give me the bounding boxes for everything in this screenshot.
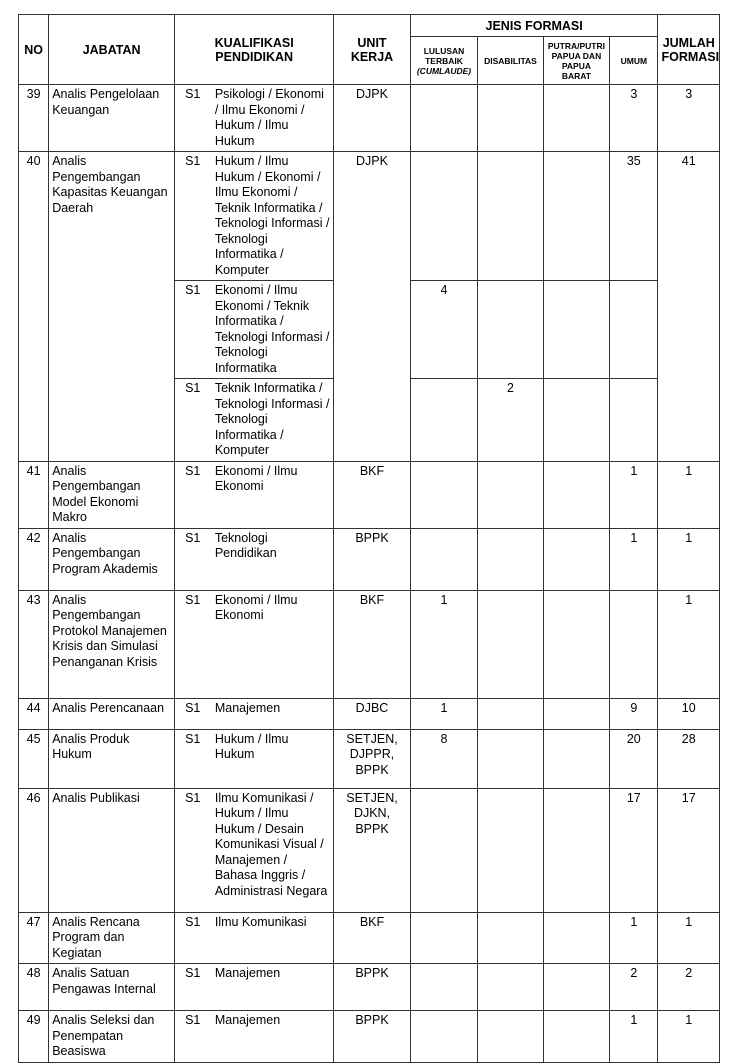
cell-lulusan <box>410 379 477 462</box>
cell-lulusan: 1 <box>410 590 477 698</box>
cell-pendidikan: Ekonomi / Ilmu Ekonomi <box>210 590 334 698</box>
cell-no: 46 <box>19 788 49 912</box>
cell-pendidikan: Hukum / Ilmu Hukum / Ekonomi / Ilmu Ekonomi / Teknik Informatika / Teknologi Informasi / Teknologi Informatika / Komputer <box>210 152 334 281</box>
cell-jabatan: Analis Produk Hukum <box>49 729 175 788</box>
header-jumlah-line1: JUMLAH <box>662 35 715 50</box>
cell-pendidikan: Manajemen <box>210 698 334 729</box>
cell-lulusan <box>410 964 477 1011</box>
table-row <box>19 912 720 964</box>
cell-disabilitas <box>478 461 543 528</box>
cell-no: 43 <box>19 590 49 698</box>
cell-umum: 1 <box>610 461 658 528</box>
cell-lulusan <box>410 912 477 964</box>
cell-level: S1 <box>175 698 210 729</box>
cell-jumlah: 1 <box>658 461 720 528</box>
cell-papua <box>543 1011 609 1063</box>
cell-level: S1 <box>175 964 210 1011</box>
header-no: NO <box>19 15 49 85</box>
cell-pendidikan: Manajemen <box>210 1011 334 1063</box>
cell-jumlah: 1 <box>658 590 720 698</box>
header-kualifikasi <box>175 15 334 85</box>
cell-lulusan: 4 <box>410 281 477 379</box>
cell-no: 48 <box>19 964 49 1011</box>
table-row <box>19 85 720 152</box>
cell-level: S1 <box>175 281 210 379</box>
cell-no: 41 <box>19 461 49 528</box>
cell-no: 47 <box>19 912 49 964</box>
formation-table <box>18 14 720 1063</box>
cell-disabilitas <box>478 788 543 912</box>
cell-disabilitas <box>478 152 543 281</box>
cell-no: 45 <box>19 729 49 788</box>
cell-no: 42 <box>19 528 49 590</box>
cell-level: S1 <box>175 152 210 281</box>
cell-disabilitas <box>478 964 543 1011</box>
cell-lulusan <box>410 1011 477 1063</box>
table-row <box>19 964 720 1011</box>
cell-lulusan <box>410 788 477 912</box>
cell-pendidikan: Ekonomi / Ilmu Ekonomi / Teknik Informatika / Teknologi Informasi / Teknologi Informatika <box>210 281 334 379</box>
cell-umum: 9 <box>610 698 658 729</box>
cell-pendidikan: Ekonomi / Ilmu Ekonomi <box>210 461 334 528</box>
cell-lulusan: 1 <box>410 698 477 729</box>
cell-pendidikan: Ilmu Komunikasi / Hukum / Ilmu Hukum / Desain Komunikasi Visual / Manajemen / Bahasa Inggris / Administrasi Negara <box>210 788 334 912</box>
cell-unit: BKF <box>334 590 411 698</box>
header-jumlah-line2: FORMASI <box>661 49 720 64</box>
cell-disabilitas <box>478 729 543 788</box>
cell-papua <box>543 281 609 379</box>
cell-papua <box>543 528 609 590</box>
cell-lulusan <box>410 152 477 281</box>
table-row <box>19 152 720 281</box>
header-putra-putri-papua <box>543 37 609 85</box>
header-kualifikasi-line2: PENDIDIKAN <box>215 49 294 64</box>
header-putra-line4: BARAT <box>561 70 591 81</box>
cell-jabatan: Analis Pengelolaan Keuangan <box>49 85 175 152</box>
cell-level: S1 <box>175 379 210 462</box>
cell-level: S1 <box>175 85 210 152</box>
cell-disabilitas <box>478 281 543 379</box>
cell-disabilitas <box>478 698 543 729</box>
table-row <box>19 698 720 729</box>
cell-disabilitas <box>478 912 543 964</box>
cell-no: 39 <box>19 85 49 152</box>
cell-no: 44 <box>19 698 49 729</box>
cell-unit: BKF <box>334 912 411 964</box>
cell-jumlah: 41 <box>658 152 720 462</box>
cell-disabilitas: 2 <box>478 379 543 462</box>
cell-papua <box>543 379 609 462</box>
cell-umum: 17 <box>610 788 658 912</box>
cell-jabatan: Analis Pengembangan Program Akademis <box>49 528 175 590</box>
cell-umum <box>610 590 658 698</box>
header-unit-line2: KERJA <box>350 49 394 64</box>
cell-unit: BKF <box>334 461 411 528</box>
cell-papua <box>543 788 609 912</box>
header-putra-line2: PAPUA DAN <box>551 50 602 61</box>
cell-pendidikan: Teknologi Pendidikan <box>210 528 334 590</box>
header-jenis-formasi: JENIS FORMASI <box>410 15 658 37</box>
header-lulusan-line2: TERBAIK <box>425 55 463 66</box>
cell-umum: 20 <box>610 729 658 788</box>
header-jabatan: JABATAN <box>49 15 175 85</box>
cell-umum: 1 <box>610 528 658 590</box>
cell-jabatan: Analis Rencana Program dan Kegiatan <box>49 912 175 964</box>
cell-jabatan: Analis Satuan Pengawas Internal <box>49 964 175 1011</box>
cell-level: S1 <box>175 788 210 912</box>
header-lulusan-terbaik <box>410 37 477 85</box>
cell-jumlah: 3 <box>658 85 720 152</box>
cell-level: S1 <box>175 1011 210 1063</box>
cell-disabilitas <box>478 590 543 698</box>
header-jumlah-formasi <box>658 15 720 85</box>
cell-umum <box>610 281 658 379</box>
cell-umum: 1 <box>610 912 658 964</box>
cell-pendidikan: Hukum / Ilmu Hukum <box>210 729 334 788</box>
cell-papua <box>543 152 609 281</box>
header-lulusan-line3: (CUMLAUDE) <box>416 65 472 76</box>
cell-pendidikan: Ilmu Komunikasi <box>210 912 334 964</box>
cell-papua <box>543 698 609 729</box>
table-row <box>19 528 720 590</box>
cell-jumlah: 28 <box>658 729 720 788</box>
cell-lulusan <box>410 528 477 590</box>
cell-lulusan: 8 <box>410 729 477 788</box>
cell-umum: 3 <box>610 85 658 152</box>
cell-no: 40 <box>19 152 49 462</box>
cell-unit: DJPK <box>334 152 411 462</box>
cell-papua <box>543 590 609 698</box>
cell-jabatan: Analis Publikasi <box>49 788 175 912</box>
cell-jabatan: Analis Pengembangan Kapasitas Keuangan Daerah <box>49 152 175 462</box>
cell-jumlah: 1 <box>658 912 720 964</box>
cell-papua <box>543 912 609 964</box>
cell-jabatan: Analis Perencanaan <box>49 698 175 729</box>
cell-lulusan <box>410 85 477 152</box>
cell-jumlah: 1 <box>658 1011 720 1063</box>
header-unit-kerja <box>334 15 411 85</box>
cell-unit: BPPK <box>334 1011 411 1063</box>
table-row <box>19 1011 720 1063</box>
header-kualifikasi-line1: KUALIFIKASI <box>214 35 294 50</box>
cell-papua <box>543 461 609 528</box>
cell-jumlah: 17 <box>658 788 720 912</box>
cell-jumlah: 2 <box>658 964 720 1011</box>
header-lulusan-line1: LULUSAN <box>423 45 465 56</box>
cell-unit: BPPK <box>334 528 411 590</box>
table-row <box>19 788 720 912</box>
cell-pendidikan: Teknik Informatika / Teknologi Informasi / Teknologi Informatika / Komputer <box>210 379 334 462</box>
cell-level: S1 <box>175 590 210 698</box>
cell-unit: SETJEN, DJKN, BPPK <box>334 788 411 912</box>
cell-jabatan: Analis Seleksi dan Penempatan Beasiswa <box>49 1011 175 1063</box>
cell-disabilitas <box>478 85 543 152</box>
cell-jabatan: Analis Pengembangan Model Ekonomi Makro <box>49 461 175 528</box>
cell-no: 49 <box>19 1011 49 1063</box>
cell-level: S1 <box>175 729 210 788</box>
cell-papua <box>543 964 609 1011</box>
header-disabilitas: DISABILITAS <box>478 37 543 85</box>
cell-umum <box>610 379 658 462</box>
cell-jabatan: Analis Pengembangan Protokol Manajemen Krisis dan Simulasi Penanganan Krisis <box>49 590 175 698</box>
table-row <box>19 461 720 528</box>
cell-disabilitas <box>478 528 543 590</box>
cell-level: S1 <box>175 461 210 528</box>
cell-umum: 1 <box>610 1011 658 1063</box>
table-row <box>19 590 720 698</box>
table-row <box>19 729 720 788</box>
cell-pendidikan: Manajemen <box>210 964 334 1011</box>
header-umum: UMUM <box>610 37 658 85</box>
cell-umum: 35 <box>610 152 658 281</box>
cell-lulusan <box>410 461 477 528</box>
cell-jumlah: 1 <box>658 528 720 590</box>
cell-unit: DJBC <box>334 698 411 729</box>
cell-disabilitas <box>478 1011 543 1063</box>
cell-unit: SETJEN, DJPPR, BPPK <box>334 729 411 788</box>
cell-jumlah: 10 <box>658 698 720 729</box>
cell-papua <box>543 85 609 152</box>
cell-level: S1 <box>175 528 210 590</box>
cell-umum: 2 <box>610 964 658 1011</box>
header-unit-line1: UNIT <box>357 35 387 50</box>
cell-level: S1 <box>175 912 210 964</box>
cell-unit: DJPK <box>334 85 411 152</box>
cell-unit: BPPK <box>334 964 411 1011</box>
cell-pendidikan: Psikologi / Ekonomi / Ilmu Ekonomi / Hukum / Ilmu Hukum <box>210 85 334 152</box>
header-putra-line1: PUTRA/PUTRI <box>547 40 605 51</box>
header-putra-line3: PAPUA <box>561 60 591 71</box>
cell-papua <box>543 729 609 788</box>
